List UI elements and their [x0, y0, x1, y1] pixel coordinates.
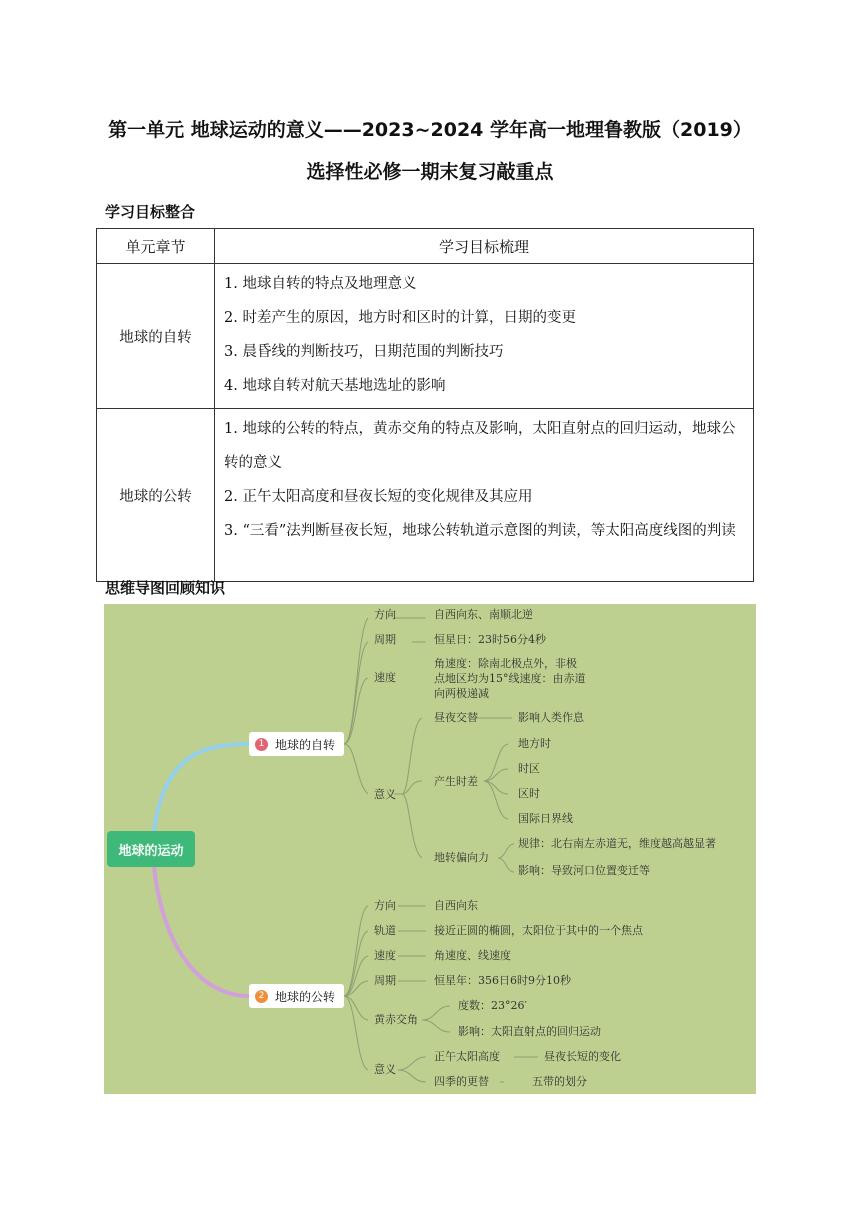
node-rev-period-value: 恒星年：356日6时9分10秒 [434, 974, 571, 987]
goal-item: 1. 地球的公转的特点，黄赤交角的特点及影响，太阳直射点的回归运动，地球公转的意义 [224, 421, 736, 471]
branch-number-badge: 2 [255, 990, 268, 1003]
goal-item: 1. 地球自转的特点及地理意义 [224, 276, 417, 292]
goals-cell [215, 409, 754, 582]
node-rot-day-night: 昼夜交替 [434, 711, 478, 724]
mindmap-heading: 思维导图回顾知识 [105, 579, 226, 597]
node-rot-direction: 方向 [374, 608, 396, 621]
branch-label: 地球的自转 [275, 737, 336, 752]
table-header-row [97, 229, 754, 264]
header-chapter: 单元章节 [97, 229, 215, 264]
node-rot-period: 周期 [374, 633, 396, 646]
node-rev-orbit-value: 接近正圆的椭圆，太阳位于其中的一个焦点 [434, 924, 643, 937]
node-rot-time-item: 时区 [518, 762, 540, 775]
table-row [97, 409, 754, 582]
document-title-line2: 选择性必修一期末复习敲重点 [306, 161, 554, 183]
chapter-cell: 地球的公转 [97, 409, 215, 582]
node-rev-speed: 速度 [374, 949, 396, 962]
node-rot-period-value: 恒星日：23时56分4秒 [434, 633, 546, 646]
branch-label: 地球的公转 [275, 989, 336, 1004]
node-rev-obliquity: 黄赤交角 [374, 1013, 418, 1026]
node-rev-noon-sun: 正午太阳高度 [434, 1050, 500, 1063]
chapter-cell: 地球的自转 [97, 264, 215, 409]
node-rot-meaning: 意义 [374, 788, 396, 801]
goal-item: 2. 时差产生的原因，地方时和区时的计算，日期的变更 [224, 310, 576, 326]
document-title-line1: 第一单元 地球运动的意义——2023~2024 学年高一地理鲁教版（2019） [108, 119, 752, 141]
learning-goals-table [96, 228, 754, 582]
header-goals: 学习目标梳理 [215, 229, 754, 264]
goal-item: 2. 正午太阳高度和昼夜长短的变化规律及其应用 [224, 489, 533, 505]
node-rot-speed-line: 向两极递减 [434, 687, 489, 700]
goal-item: 3. “三看”法判断昼夜长短，地球公转轨道示意图的判读，等太阳高度线图的判读 [224, 523, 736, 539]
node-rot-direction-value: 自西向东、南顺北逆 [434, 608, 533, 621]
node-rev-period: 周期 [374, 974, 396, 987]
node-rev-direction-value: 自西向东 [434, 899, 478, 912]
node-rev-speed-value: 角速度、线速度 [434, 949, 511, 962]
table-row [97, 264, 754, 409]
node-rot-time-item: 区时 [518, 787, 540, 800]
mindmap-root: 地球的运动 [107, 831, 195, 867]
node-rot-time-item: 地方时 [518, 737, 551, 750]
node-rev-meaning: 意义 [374, 1063, 396, 1076]
branch-number-badge: 1 [255, 738, 268, 751]
branch-rotation [249, 732, 344, 756]
node-rot-day-night-effect: 影响人类作息 [518, 711, 584, 724]
node-rot-rule: 规律：北右南左赤道无，维度越高越显著 [518, 837, 716, 850]
node-rev-orbit: 轨道 [374, 924, 396, 937]
goals-heading: 学习目标整合 [105, 203, 196, 221]
goal-item: 4. 地球自转对航天基地选址的影响 [224, 378, 446, 394]
node-rev-zones: 五带的划分 [532, 1075, 587, 1088]
node-rot-influence: 影响：导致河口位置变迁等 [518, 864, 650, 877]
mindmap [104, 604, 756, 1094]
branch-revolution [249, 984, 344, 1008]
node-rev-seasons: 四季的更替 [434, 1075, 489, 1088]
node-rev-direction: 方向 [374, 899, 396, 912]
node-rev-day-length: 昼夜长短的变化 [544, 1050, 621, 1063]
node-rot-speed-line: 角速度：除南北极点外，非极 [434, 657, 577, 670]
node-rot-time-diff: 产生时差 [434, 775, 478, 788]
node-rot-speed-line: 点地区均为15°线速度：由赤道 [434, 672, 586, 685]
node-rev-degree: 度数：23°26′ [458, 999, 527, 1012]
node-rot-speed: 速度 [374, 671, 396, 684]
node-rot-deflection: 地转偏向力 [434, 851, 489, 864]
node-rev-effect: 影响：太阳直射点的回归运动 [458, 1025, 601, 1038]
goals-cell [215, 264, 754, 409]
goal-item: 3. 晨昏线的判断技巧，日期范围的判断技巧 [224, 344, 504, 360]
node-rot-time-item: 国际日界线 [518, 812, 573, 825]
